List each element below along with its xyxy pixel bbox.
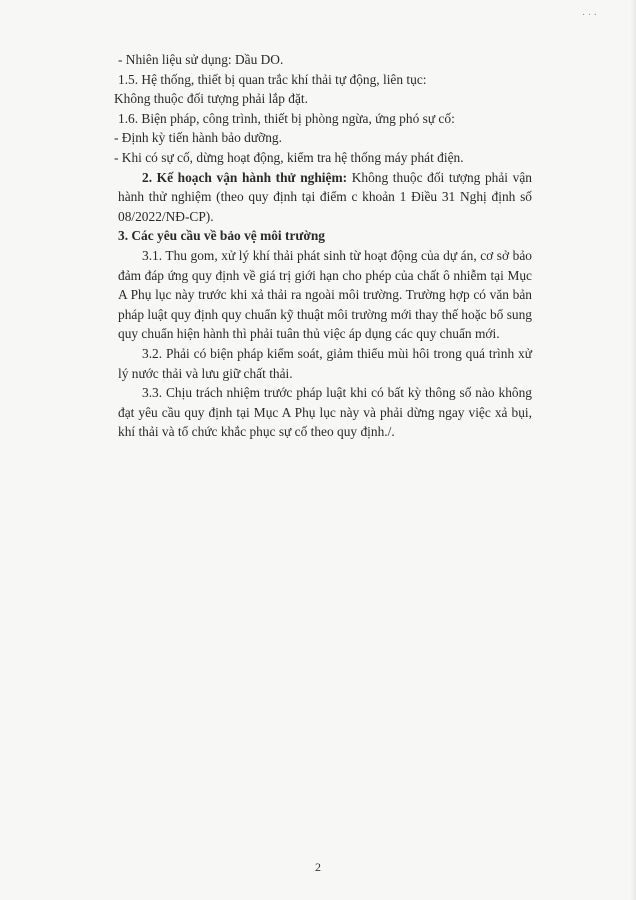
scan-edge-shadow [630,0,636,900]
section-2-text: Không thuộc đối tượng phải vận hành thử nghiệm (theo quy định tại điểm c khoản 1 Điều 31 Nghị định số 08/2022/NĐ-CP). [118,169,532,224]
document-body [114,50,532,442]
maintenance-line: - Định kỳ tiến hành bảo dưỡng. [114,130,282,146]
section-3-2-paragraph: 3.2. Phải có biện pháp kiểm soát, giảm thiểu mùi hôi trong quá trình xử lý nước thải và lưu giữ chất thải. [118,345,532,381]
monitoring-text: Không thuộc đối tượng phải lắp đặt. [114,91,308,107]
section-3-3-paragraph: 3.3. Chịu trách nhiệm trước pháp luật khi có bất kỳ thông số nào không đạt yêu cầu quy định tại Mục A Phụ lục này và phải dừng ngay việc xả bụi, khí thải và tổ chức khắc phục sự cố theo quy định./. [118,385,532,440]
incident-line: - Khi có sự cố, dừng hoạt động, kiểm tra hệ thống máy phát điện. [114,149,464,165]
section-2-heading: 2. Kế hoạch vận hành thử nghiệm: [142,169,348,185]
prevention-heading: 1.6. Biện pháp, công trình, thiết bị phòng ngừa, ứng phó sự cố: [118,110,455,126]
fuel-line: - Nhiên liệu sử dụng: Dầu DO. [118,52,284,67]
page-number: 2 [315,860,321,874]
scan-speck-mark: · · · [582,10,597,21]
section-2-paragraph [118,168,532,227]
monitoring-heading: 1.5. Hệ thống, thiết bị quan trắc khí thải tự động, liên tục: [118,71,427,87]
section-3-heading: 3. Các yêu cầu về bảo vệ môi trường [118,228,325,244]
section-3-1-paragraph: 3.1. Thu gom, xử lý khí thải phát sinh từ hoạt động của dự án, cơ sở bảo đảm đáp ứng quy định về giá trị giới hạn cho phép của chất ô nhiễm tại Mục A Phụ lục này trước khi xả thải ra ngoài môi trường. Trường hợp có văn bản pháp luật quy định quy chuẩn kỹ thuật môi trường mới thay thế hoặc bổ sung quy chuẩn hiện hành thì phải tuân thủ việc áp dụng các quy chuẩn mới. [118,247,532,342]
